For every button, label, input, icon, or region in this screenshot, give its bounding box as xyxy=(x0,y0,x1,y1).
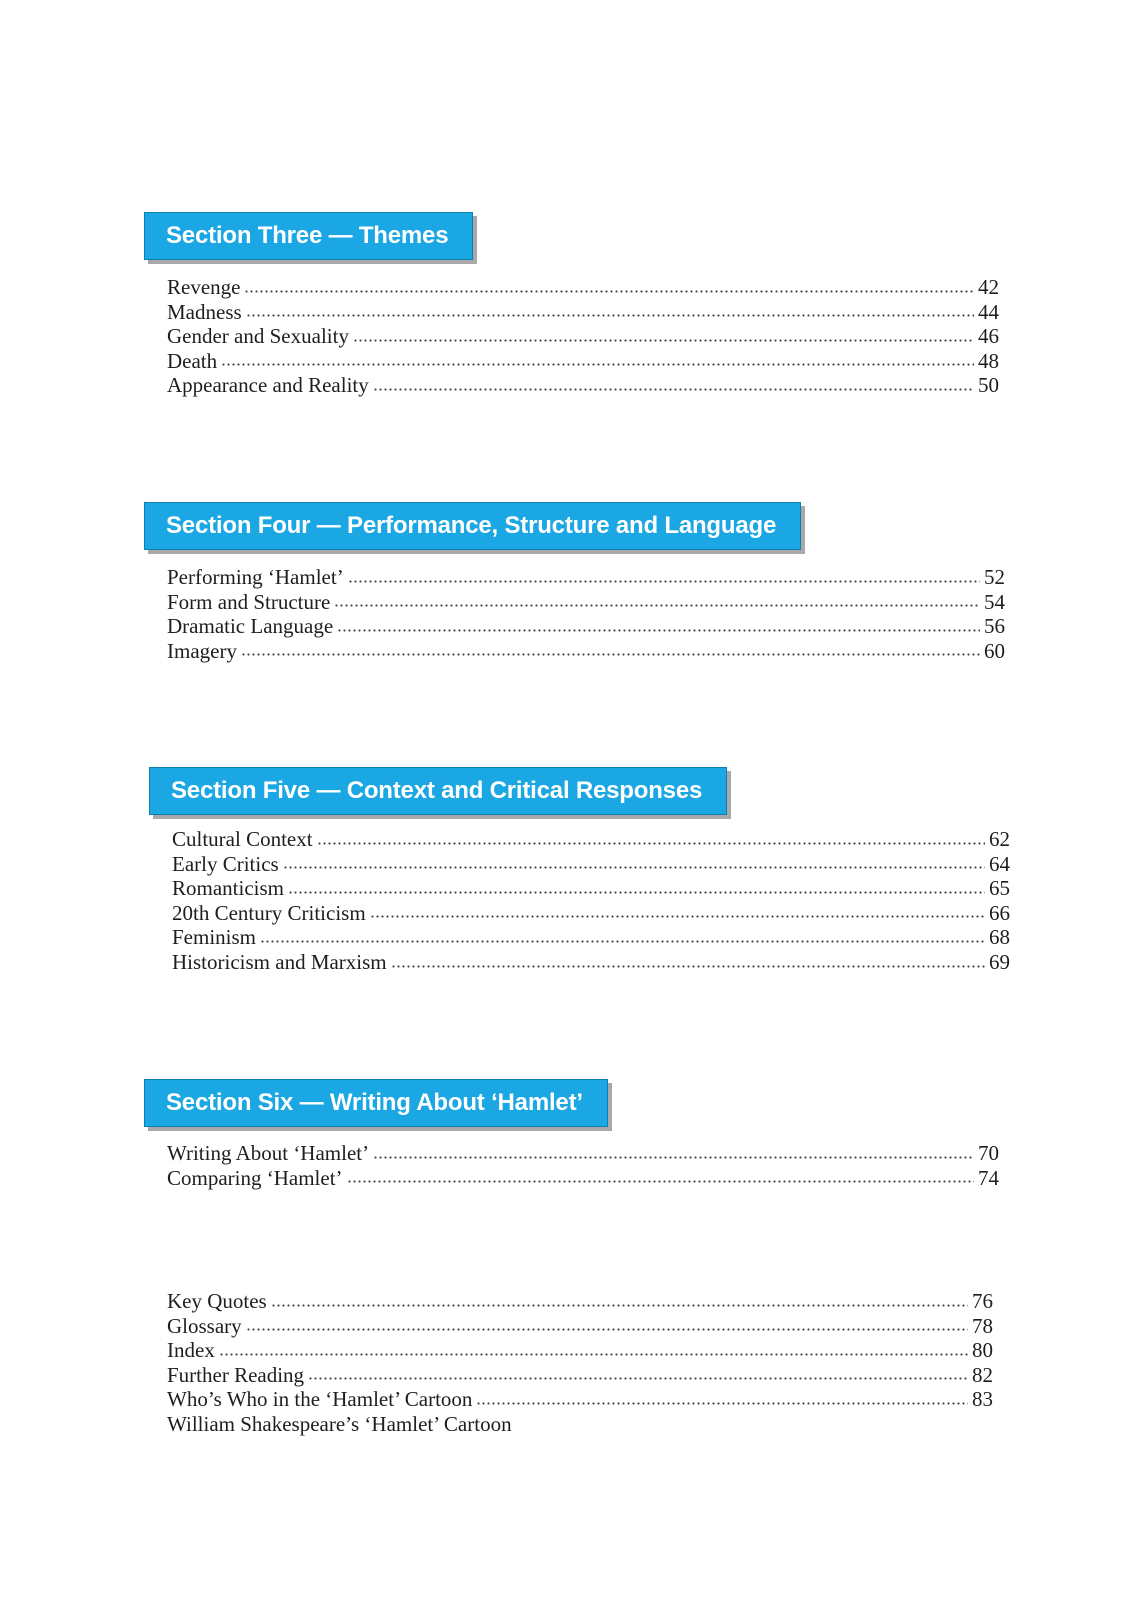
toc-entry-title: Comparing ‘Hamlet’ xyxy=(167,1165,343,1190)
toc-entry-page: 78 xyxy=(972,1313,993,1338)
section-header: Section Four — Performance, Structure and Language xyxy=(144,502,801,550)
toc-entry-page: 76 xyxy=(972,1289,993,1313)
section-header: Section Six — Writing About ‘Hamlet’ xyxy=(144,1079,608,1127)
dot-leader xyxy=(317,841,985,846)
toc-entry-page: 64 xyxy=(989,851,1010,876)
toc-entry-title: Further Reading xyxy=(167,1362,305,1387)
toc-entry[interactable] xyxy=(167,1363,993,1388)
toc-entry-title: Who’s Who in the ‘Hamlet’ Cartoon xyxy=(167,1387,473,1412)
toc-entry[interactable] xyxy=(172,925,1010,950)
section-four xyxy=(144,502,801,550)
toc-entry-title: Romanticism xyxy=(172,876,284,901)
toc-entry-title: Appearance and Reality xyxy=(167,373,369,398)
toc-entry-page: 56 xyxy=(984,614,1005,639)
section-six-entries xyxy=(167,1141,999,1190)
section-five-entries xyxy=(172,827,1010,975)
toc-entry-title: Historicism and Marxism xyxy=(172,949,387,974)
dot-leader xyxy=(353,338,974,343)
toc-entry-page: 66 xyxy=(989,900,1010,925)
dot-leader xyxy=(373,387,974,392)
dot-leader xyxy=(348,579,980,584)
toc-entry[interactable] xyxy=(167,275,999,300)
section-five xyxy=(149,767,727,815)
toc-entry-title: William Shakespeare’s ‘Hamlet’ Cartoon xyxy=(167,1411,512,1436)
toc-entry-page: 52 xyxy=(984,565,1005,589)
toc-entry[interactable] xyxy=(172,852,1010,877)
toc-entry[interactable] xyxy=(167,373,999,398)
toc-entry-page: 82 xyxy=(972,1362,993,1387)
dot-leader xyxy=(391,964,985,969)
dot-leader xyxy=(283,865,985,870)
section-header: Section Five — Context and Critical Responses xyxy=(149,767,727,815)
dot-leader xyxy=(476,1401,968,1406)
toc-entry-title: Performing ‘Hamlet’ xyxy=(167,565,344,589)
toc-entry-page: 70 xyxy=(978,1141,999,1165)
toc-entry[interactable] xyxy=(167,1338,993,1363)
toc-entry-title: Writing About ‘Hamlet’ xyxy=(167,1141,370,1165)
dot-leader xyxy=(260,939,985,944)
toc-entry[interactable] xyxy=(167,1412,993,1437)
section-six xyxy=(144,1079,608,1127)
toc-entry-title: Form and Structure xyxy=(167,589,331,614)
toc-entry-title: 20th Century Criticism xyxy=(172,900,366,925)
toc-entry-page: 50 xyxy=(978,373,999,398)
toc-entry[interactable] xyxy=(167,1387,993,1412)
toc-entry-title: Cultural Context xyxy=(172,827,313,851)
dot-leader xyxy=(337,628,980,633)
toc-entry-title: Dramatic Language xyxy=(167,614,334,639)
toc-entry-page: 60 xyxy=(984,638,1005,663)
toc-entry[interactable] xyxy=(167,1314,993,1339)
toc-entry-title: Madness xyxy=(167,299,242,324)
toc-entry[interactable] xyxy=(167,349,999,374)
toc-entry-title: Index xyxy=(167,1338,215,1363)
dot-leader xyxy=(221,362,974,367)
toc-entry-page: 54 xyxy=(984,589,1005,614)
dot-leader xyxy=(219,1352,968,1357)
toc-entry-page: 46 xyxy=(978,324,999,349)
toc-entry-page: 48 xyxy=(978,348,999,373)
toc-entry-title: Gender and Sexuality xyxy=(167,324,349,349)
toc-entry[interactable] xyxy=(167,565,1005,590)
toc-entry-page: 83 xyxy=(972,1387,993,1412)
dot-leader xyxy=(288,890,985,895)
toc-entry-page: 44 xyxy=(978,299,999,324)
section-three-entries xyxy=(167,275,999,398)
toc-entry-page: 74 xyxy=(978,1165,999,1190)
toc-entry[interactable] xyxy=(172,901,1010,926)
dot-leader xyxy=(241,652,980,657)
toc-entry[interactable] xyxy=(167,614,1005,639)
dot-leader xyxy=(246,313,974,318)
appendix-entries xyxy=(167,1289,993,1437)
dot-leader xyxy=(370,914,985,919)
toc-entry-title: Imagery xyxy=(167,638,237,663)
dot-leader xyxy=(271,1303,968,1308)
toc-entry-title: Key Quotes xyxy=(167,1289,267,1313)
toc-entry-page: 62 xyxy=(989,827,1010,851)
dot-leader xyxy=(347,1179,974,1184)
toc-entry[interactable] xyxy=(172,827,1010,852)
toc-entry[interactable] xyxy=(167,1166,999,1191)
toc-entry[interactable] xyxy=(172,950,1010,975)
toc-entry-page: 80 xyxy=(972,1338,993,1363)
toc-entry-page: 42 xyxy=(978,275,999,299)
section-header: Section Three — Themes xyxy=(144,212,473,260)
toc-entry-title: Revenge xyxy=(167,275,241,299)
toc-entry-title: Death xyxy=(167,348,218,373)
dot-leader xyxy=(373,1155,974,1160)
toc-entry[interactable] xyxy=(167,1141,999,1166)
dot-leader xyxy=(308,1376,968,1381)
toc-entry[interactable] xyxy=(172,876,1010,901)
toc-entry-title: Early Critics xyxy=(172,851,279,876)
section-three xyxy=(144,212,473,260)
toc-entry-page: 68 xyxy=(989,925,1010,950)
dot-leader xyxy=(334,603,980,608)
dot-leader xyxy=(246,1327,968,1332)
toc-entry[interactable] xyxy=(167,1289,993,1314)
dot-leader xyxy=(244,289,974,294)
toc-entry[interactable] xyxy=(167,300,999,325)
toc-entry[interactable] xyxy=(167,639,1005,664)
toc-entry[interactable] xyxy=(167,590,1005,615)
section-four-entries xyxy=(167,565,1005,663)
toc-entry[interactable] xyxy=(167,324,999,349)
toc-entry-title: Feminism xyxy=(172,925,257,950)
toc-entry-title: Glossary xyxy=(167,1313,242,1338)
toc-entry-page: 65 xyxy=(989,876,1010,901)
toc-entry-page: 69 xyxy=(989,949,1010,974)
